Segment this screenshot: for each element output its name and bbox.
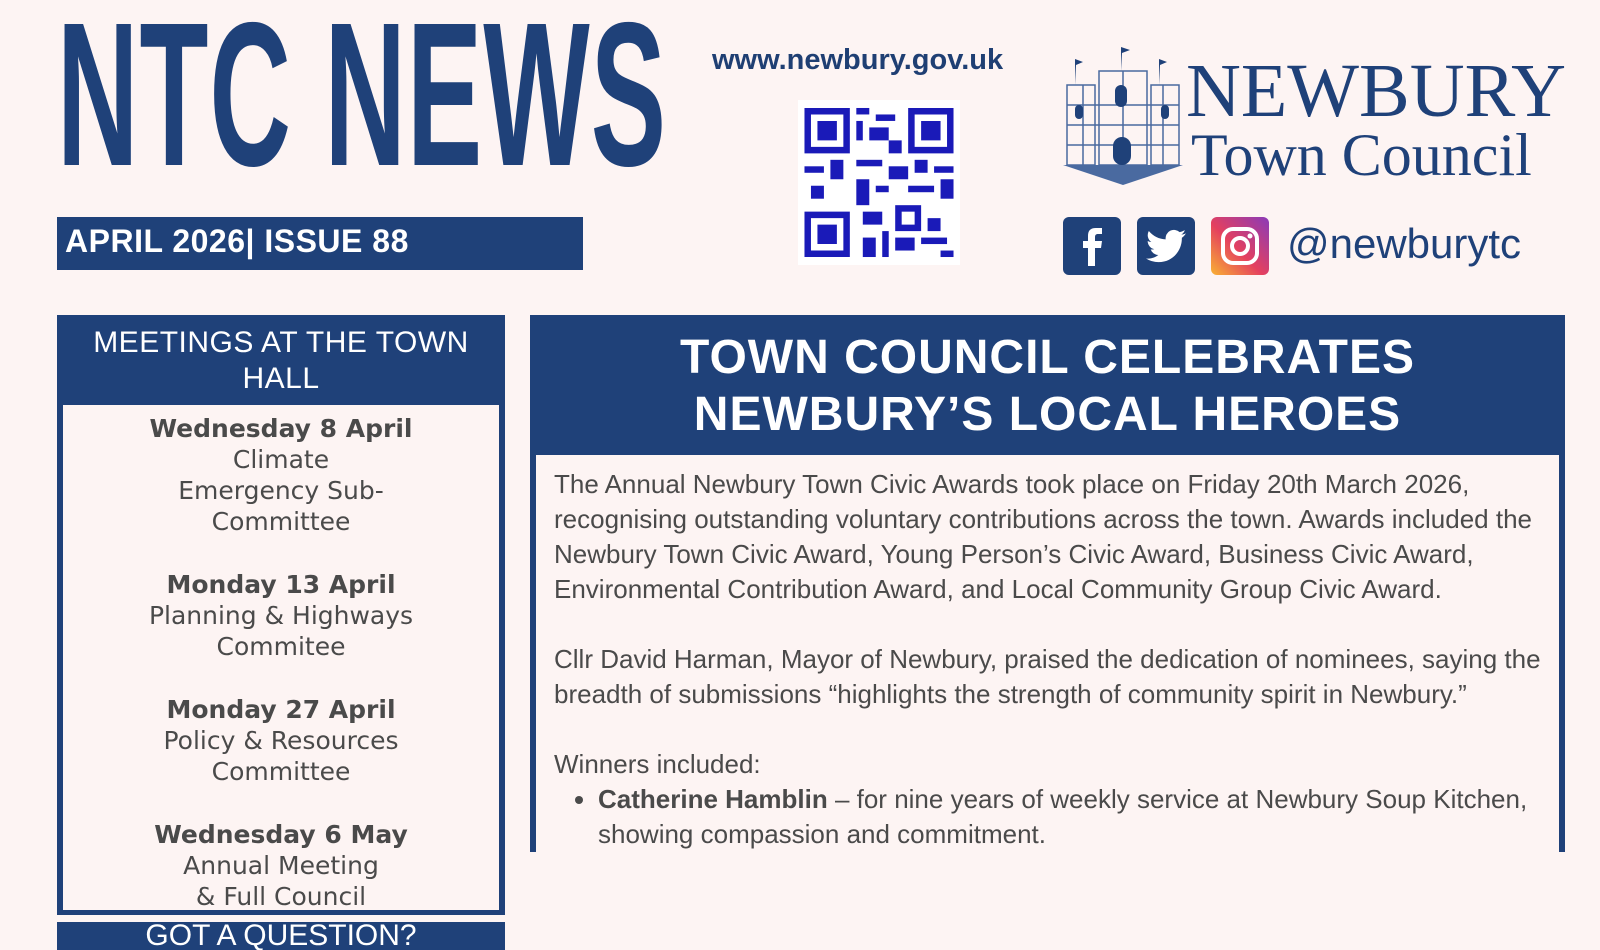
qr-code — [798, 100, 960, 265]
issue-banner: APRIL 2026| ISSUE 88 — [57, 217, 583, 270]
winner-name: Catherine Hamblin — [598, 784, 828, 814]
meeting-date: Monday 27 April — [166, 695, 396, 724]
article-headline: TOWN COUNCIL CELEBRATES NEWBURY’S LOCAL HEROES — [679, 331, 1415, 441]
castle-icon — [1063, 45, 1183, 185]
winner-item — [598, 782, 1541, 852]
facebook-icon[interactable] — [1063, 217, 1121, 275]
meeting-name: Climate Emergency Sub-Committee — [178, 445, 384, 536]
meeting-item — [63, 819, 499, 912]
meeting-name: Annual Meeting & Full Council — [183, 851, 379, 911]
article-paragraph: The Annual Newbury Town Civic Awards took place on Friday 20th March 2026, recognising outstanding voluntary contributions across the town. Awards included the Newbury Town Civic Award, Young Person’s Civic Award, Business Civic Award, Environmental Contribution Award, and Local Community Group Civic Award. — [554, 469, 1532, 604]
meeting-date: Wednesday 8 April — [149, 414, 413, 443]
social-handle[interactable]: @newburytc — [1287, 220, 1522, 267]
meetings-panel — [57, 315, 505, 915]
instagram-icon[interactable] — [1211, 217, 1269, 275]
winner-text: – for nine years of weekly service at Newbury Soup Kitchen, showing compassion and commitment. — [598, 784, 1528, 849]
meeting-date: Wednesday 6 May — [154, 820, 408, 849]
meeting-date: Monday 13 April — [166, 570, 396, 599]
meeting-item — [63, 694, 499, 787]
meeting-name: Policy & Resources Committee — [163, 726, 399, 786]
meeting-item — [63, 569, 499, 662]
meeting-name: Planning & Highways Commitee — [148, 601, 414, 661]
article-panel — [530, 315, 1565, 852]
winners-intro: Winners included: — [554, 749, 761, 779]
meeting-item — [63, 413, 499, 537]
logo-line2: Town Council — [1191, 122, 1532, 188]
council-logo — [1063, 45, 1566, 189]
twitter-icon[interactable] — [1137, 217, 1195, 275]
article-paragraph: Cllr David Harman, Mayor of Newbury, praised the dedication of nominees, saying the breadth of submissions “highlights the strength of community spirit in Newbury.” — [554, 644, 1541, 709]
newsletter-title: NTC NEWS — [57, 0, 668, 209]
question-heading: GOT A QUESTION? — [57, 922, 505, 950]
website-link[interactable]: www.newbury.gov.uk — [712, 44, 1004, 76]
winners-list — [554, 782, 1541, 852]
logo-line1: NEWBURY — [1186, 49, 1566, 133]
meetings-heading: MEETINGS AT THE TOWN HALL — [93, 326, 469, 395]
